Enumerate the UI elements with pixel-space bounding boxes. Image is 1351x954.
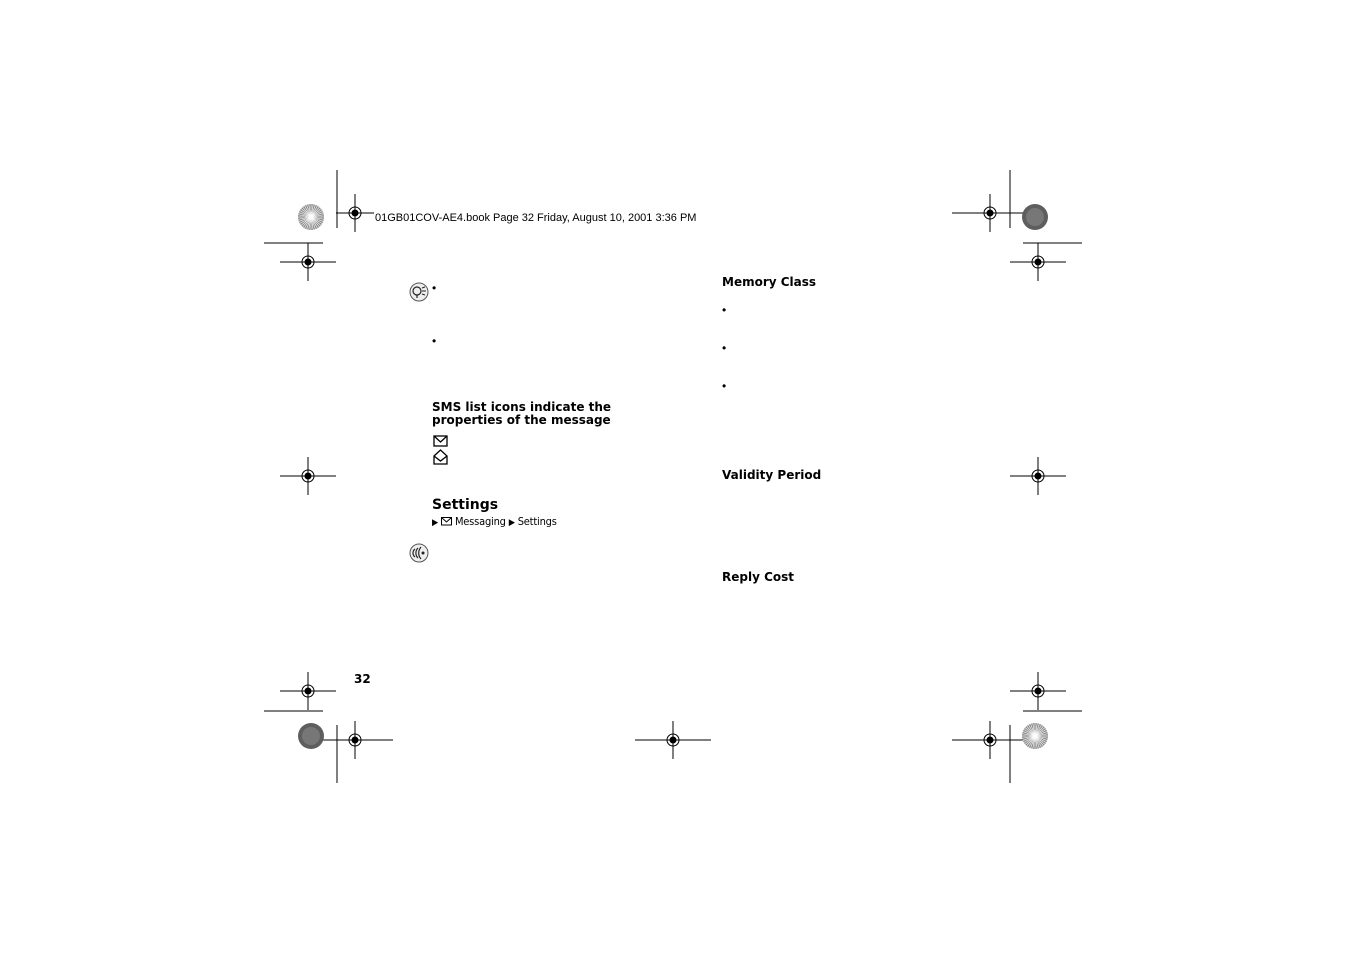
registration-target — [952, 194, 1028, 232]
registration-target — [317, 721, 393, 759]
sms-icons-heading-line2: properties of the message — [432, 413, 611, 427]
network-service-icon — [409, 543, 429, 563]
menu-arrow: ▶ — [508, 518, 515, 528]
print-header: 01GB01COV-AE4.book Page 32 Friday, August 10, 2001 3:36 PM — [375, 212, 697, 224]
registration-target — [952, 721, 1028, 759]
envelope-closed-icon — [433, 435, 449, 447]
rosette-bottom-right — [1022, 723, 1048, 749]
rosette-top-right — [1022, 204, 1048, 230]
registration-target — [336, 194, 374, 232]
registration-target — [280, 457, 336, 495]
envelope-menu-icon — [441, 517, 452, 526]
bullet-point: • — [722, 303, 727, 317]
rosette-top-left — [298, 204, 324, 230]
validity-period-heading: Validity Period — [722, 468, 822, 482]
page-number: 32 — [354, 672, 371, 686]
envelope-open-icon — [433, 449, 449, 466]
memory-class-heading: Memory Class — [722, 275, 817, 289]
bullet-point: • — [432, 281, 437, 295]
registration-target — [280, 672, 336, 710]
registration-target — [1010, 457, 1066, 495]
menu-path — [432, 515, 557, 528]
menu-arrow: ▶ — [432, 518, 439, 528]
registration-target — [1010, 243, 1066, 281]
settings-heading: Settings — [432, 497, 499, 513]
sms-icons-heading-line1: SMS list icons indicate the — [432, 400, 612, 414]
menu-item-settings: Settings — [517, 515, 557, 528]
reply-cost-heading: Reply Cost — [722, 570, 795, 584]
registration-target — [280, 243, 336, 281]
rosette-bottom-left — [298, 723, 324, 749]
registration-target — [1010, 672, 1066, 710]
bullet-point: • — [722, 379, 727, 393]
lightbulb-tip-icon — [409, 282, 429, 302]
menu-item-messaging: Messaging — [454, 515, 506, 528]
bullet-point: • — [432, 334, 437, 348]
sms-icons-heading — [432, 401, 611, 427]
bullet-point: • — [722, 341, 727, 355]
registration-target — [635, 721, 711, 759]
